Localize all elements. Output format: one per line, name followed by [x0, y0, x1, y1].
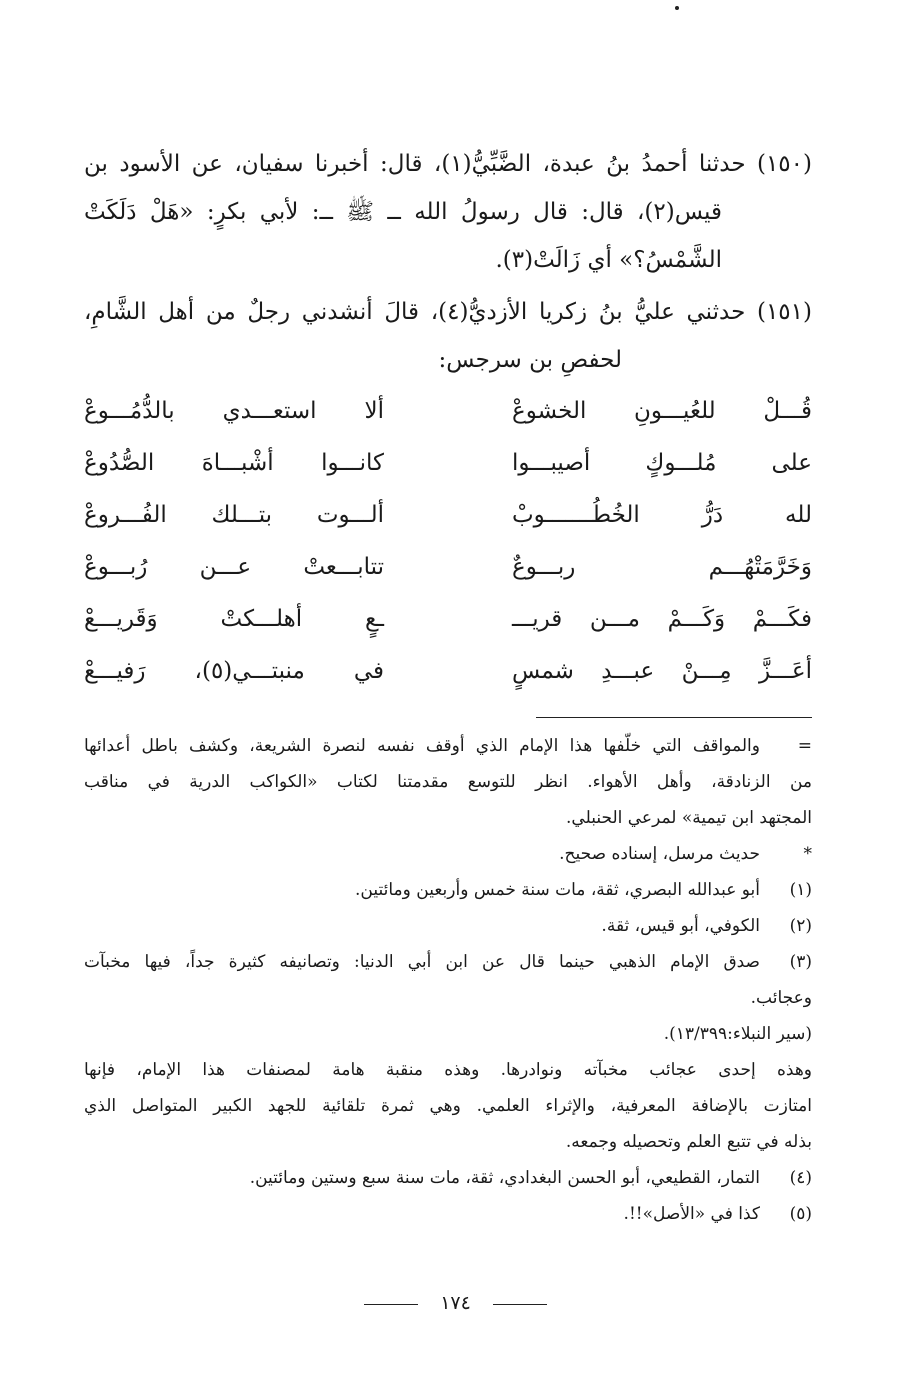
- footnote-text: بذله في تتبع العلم وتحصيله وجمعه.: [565, 1132, 812, 1152]
- footnote-5: [84, 1196, 812, 1232]
- poem-verse: [84, 593, 812, 645]
- poem-second-hemistich: في منبتـــي(٥)، رَفيـــعْ: [84, 658, 384, 684]
- hadith-150-line-1: (١٥٠) حدثنا أحمدُ بنُ عبدة، الضَّبِّيُّ(١)، قال: أخبرنا سفيان، عن الأسود بن: [84, 151, 812, 177]
- hadith-151-line-1: (١٥١) حدثني عليُّ بنُ زكريا الأزديُّ(٤)، قالَ أنشدني رجلٌ من أهل الشَّامِ،: [84, 299, 812, 325]
- footnotes: [84, 728, 812, 1232]
- footnote-marker: *: [803, 844, 812, 864]
- poem-first-hemistich: أعَـــزَّ مِـــنْ عبـــدِ شمسٍ: [512, 658, 812, 684]
- footnote-marker: (١): [789, 880, 812, 900]
- footnote-marker: (٤): [789, 1168, 812, 1188]
- print-speck: [675, 6, 679, 10]
- footnote-separator: [536, 717, 812, 718]
- footnote-text: أبو عبدالله البصري، ثقة، مات سنة خمس وأربعين ومائتين.: [355, 880, 760, 900]
- hadith-151: [84, 288, 812, 384]
- footnote-2: [84, 908, 812, 944]
- page-number-dash: [493, 1304, 547, 1305]
- poem-second-hemistich: ألـــوت بتـــلك الفُـــروعْ: [84, 502, 384, 528]
- footnote-text: صدق الإمام الذهبي حينما قال عن ابن أبي الدنيا: وتصانيفه كثيرة جداً، فيها مخبآت: [84, 952, 760, 972]
- footnote-text: المجتهد ابن تيمية» لمرعي الحنبلي.: [566, 808, 812, 828]
- footnote-marker: (٣): [789, 952, 812, 972]
- page-number: ١٧٤: [440, 1292, 471, 1314]
- footnote-text: وهذه إحدى عجائب مخبآته ونوادرها. وهذه منقبة هامة لمصنفات هذا الإمام، فإنها: [84, 1060, 812, 1080]
- footnote-marker: (٥): [789, 1204, 812, 1224]
- footnote-text: امتازت بالإضافة المعرفية، والإثراء العلمي. وهي ثمرة تلقائية للجهد الكبير المتواصل الذي: [84, 1096, 812, 1116]
- poem-verse: [84, 437, 812, 489]
- poem-second-hemistich: كانـــوا أشْبـــاهَ الصُّدُوعْ: [84, 450, 384, 476]
- poem-first-hemistich: فكَـــمْ وَكَـــمْ مـــن قريـــ: [512, 606, 812, 632]
- footnote-text: (سير النبلاء:١٣/٣٩٩).: [663, 1024, 812, 1044]
- poem-verse: [84, 645, 812, 697]
- poem-second-hemistich: ـعٍ أهلـــكتْ وَقَريـــعْ: [84, 606, 384, 632]
- page-number-dash: [364, 1304, 418, 1305]
- footnote-4: [84, 1160, 812, 1196]
- poem-first-hemistich: على مُلـــوكٍ أصيبـــوا: [512, 450, 812, 476]
- footnote-3: [84, 944, 812, 980]
- footnote-text: التمار، القطيعي، أبو الحسن البغدادي، ثقة، مات سنة سبع وستين ومائتين.: [249, 1168, 760, 1188]
- footnote-text: من الزنادقة، وأهل الأهواء. انظر للتوسع مقدمتنا لكتاب «الكواكب الدرية في مناقب: [84, 772, 812, 792]
- poem-first-hemistich: قُـــلْ للعُيـــونِ الخشوعْ: [512, 398, 812, 424]
- poem-verse: [84, 489, 812, 541]
- page-number-footer: [0, 1292, 911, 1314]
- poem-verse: [84, 385, 812, 437]
- poem-second-hemistich: تتابـــعتْ عـــن رُبـــوعْ: [84, 554, 384, 580]
- footnote-marker: (٢): [789, 916, 812, 936]
- poem: [84, 385, 812, 697]
- footnote-text: وعجائب.: [750, 988, 812, 1008]
- hadith-150: [84, 140, 812, 284]
- poem-first-hemistich: وَخَرَّمَتْهُـــم ربـــوعٌ: [512, 554, 812, 580]
- footnote-star: [84, 836, 812, 872]
- footnote-continuation: [84, 728, 812, 764]
- footnote-text: الكوفي، أبو قيس، ثقة.: [601, 916, 760, 936]
- poem-verse: [84, 541, 812, 593]
- hadith-150-line-2: قيس(٢)، قال: قال رسولُ الله ــ ﷺ ــ: لأبي بكرٍ: «هَلْ دَلَكَتْ: [84, 199, 722, 225]
- hadith-151-line-2: لحفصِ بن سرجس:: [438, 347, 622, 373]
- poem-first-hemistich: لله دَرُّ الخُطُـــــــوبْ: [512, 502, 812, 528]
- footnote-text: والمواقف التي خلّفها هذا الإمام الذي أوقف نفسه لنصرة الشريعة، وكشف باطل أعدائها: [84, 736, 760, 756]
- poem-second-hemistich: ألا استعـــدي بالدُّمُـــوعْ: [84, 398, 384, 424]
- footnote-1: [84, 872, 812, 908]
- footnote-marker: =: [797, 736, 812, 756]
- footnote-text: حديث مرسل، إسناده صحيح.: [559, 844, 760, 864]
- hadith-150-line-3: الشَّمْسُ؟» أي زَالَتْ(٣).: [495, 247, 722, 273]
- footnote-text: كذا في «الأصل»!!.: [623, 1204, 760, 1224]
